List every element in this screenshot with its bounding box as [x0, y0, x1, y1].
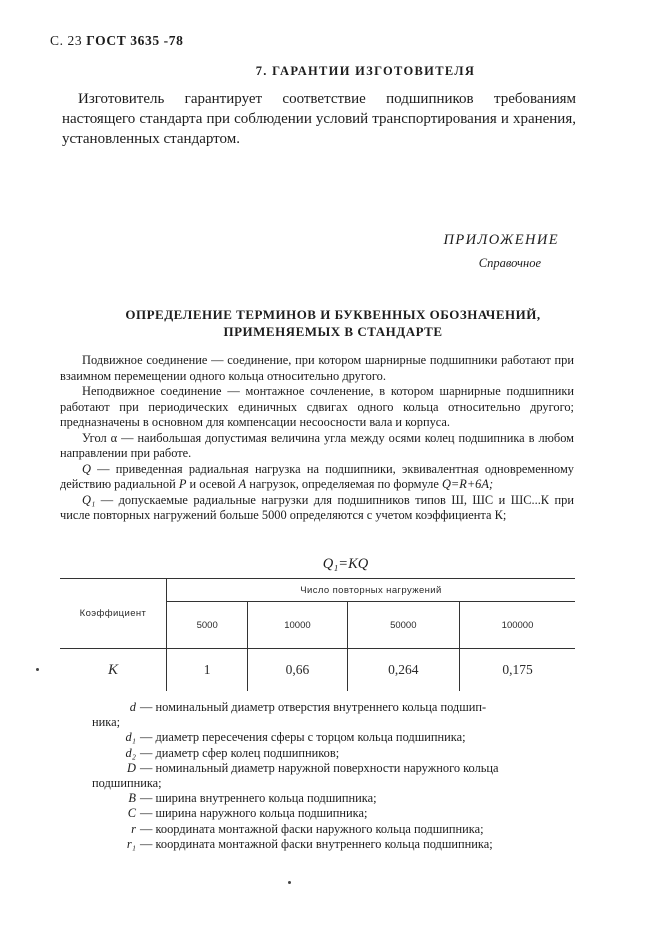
definition-movable-joint: Подвижное соединение — соединение, при котором шарнирные подшипники работают при взаимном перемещении одного кольца относительно другого. — [60, 353, 574, 383]
list-item — [92, 822, 582, 837]
symbol-r1-text: — координата монтажной фаски внутреннего кольца подшипника; — [140, 836, 493, 851]
list-item — [92, 791, 582, 806]
symbol-C: C — [127, 806, 136, 821]
table-cell: 0,175 — [460, 649, 575, 692]
symbol-d-text: — номинальный диаметр отверстия внутреннего кольца подшип- — [140, 700, 487, 714]
definitions-block — [60, 353, 574, 524]
appendix-title — [98, 306, 568, 340]
symbol-D-text-cont: подшипника; — [92, 776, 162, 791]
table-column-header: 100000 — [460, 602, 575, 649]
list-item — [92, 746, 582, 761]
symbol-C-text: — ширина наружного кольца подшипника; — [140, 806, 368, 821]
page-header — [50, 33, 183, 49]
scan-speck — [288, 881, 291, 884]
formula-q1: Q₁=KQ — [322, 556, 369, 572]
table-column-header: 50000 — [347, 602, 460, 649]
table-row-label: K — [107, 661, 118, 678]
symbol-r1: r₁ — [126, 836, 136, 851]
definition-q1 — [60, 493, 574, 524]
table-cell: 0,66 — [248, 649, 347, 692]
appendix-title-line1: ОПРЕДЕЛЕНИЕ ТЕРМИНОВ И БУКВЕННЫХ ОБОЗНАЧЕНИЙ, — [125, 307, 541, 322]
symbol-B-text: — ширина внутреннего кольца подшипника; — [140, 791, 377, 806]
symbol-a: A — [238, 477, 247, 491]
definition-q-text-a: — приведенная радиальная нагрузка на подшипники, эквивалентная одновременному действию радиальной — [60, 461, 574, 491]
list-item — [92, 730, 582, 745]
appendix-note: Справочное — [478, 256, 541, 270]
symbol-B: B — [128, 791, 136, 806]
coefficient-table — [60, 578, 575, 691]
table-column-header: 5000 — [167, 602, 248, 649]
list-item — [92, 837, 582, 852]
symbol-D: D — [127, 760, 136, 775]
appendix-title-line2: ПРИМЕНЯЕМЫХ В СТАНДАРТЕ — [223, 324, 443, 339]
symbol-d1-text: — диаметр пересечения сферы с торцом кольца подшипника; — [140, 730, 466, 745]
table-row — [60, 649, 575, 692]
warranty-paragraph — [62, 89, 576, 149]
definition-angle: Угол α — наибольшая допустимая величина угла между осями колец подшипника в любом направлении при работе. — [60, 430, 574, 460]
table-cell: 0,264 — [347, 649, 460, 692]
symbol-r-text: — координата монтажной фаски наружного кольца подшипника; — [140, 821, 484, 836]
symbol-q1: Q₁ — [82, 492, 96, 507]
symbol-q: Q — [82, 461, 91, 476]
definition-q1-text: — допускаемые радиальные нагрузки для подшипников типов Ш, ШС и ШС...К при числе повторных нагружений больше 5000 определяются с учетом коэффициента К; — [60, 492, 574, 522]
appendix-label: ПРИЛОЖЕНИЕ — [443, 232, 559, 248]
symbol-d2-text: — диаметр сфер колец подшипников; — [140, 745, 340, 760]
table-cell: 1 — [167, 649, 248, 692]
definition-q-text-c: нагрузок, определяемая по формуле — [246, 477, 442, 491]
symbol-d-text-cont: ника; — [92, 715, 121, 730]
section-title: 7. ГАРАНТИИ ИЗГОТОВИТЕЛЯ — [255, 64, 476, 78]
symbol-D-text: — номинальный диаметр наружной поверхности наружного кольца — [140, 760, 499, 775]
list-item — [92, 761, 582, 776]
standard-code: ГОСТ 3635 -78 — [86, 33, 184, 48]
formula-q: Q=R+6A; — [441, 477, 494, 491]
symbol-r: r — [131, 821, 136, 836]
definition-q — [60, 462, 574, 493]
definition-q-text-b: и осевой — [186, 477, 239, 491]
page-number: С. 23 — [50, 33, 83, 48]
warranty-text: Изготовитель гарантирует соответствие подшипников требованиям настоящего стандарта при соблюдении условий транспортирования и хранения, установленных стандартом. — [62, 91, 576, 147]
table-group-header: Число повторных нагружений — [167, 579, 576, 602]
table-row-header: Коэффициент — [60, 579, 167, 649]
list-item — [92, 806, 582, 821]
symbol-list — [92, 700, 582, 852]
symbol-p: P — [178, 477, 187, 491]
definition-fixed-joint: Неподвижное соединение — монтажное сочленение, в котором шарнирные подшипники работают при периодических единичных сдвигах одного кольца относительно другого; предназначены в основном для компенсации несоосности вала и корпуса. — [60, 384, 574, 429]
symbol-d2: d₂ — [125, 745, 136, 760]
symbol-d: d — [129, 700, 136, 714]
list-item — [92, 700, 582, 715]
symbol-d1: d₁ — [125, 730, 136, 745]
scan-speck — [36, 668, 39, 671]
table-column-header: 10000 — [248, 602, 347, 649]
